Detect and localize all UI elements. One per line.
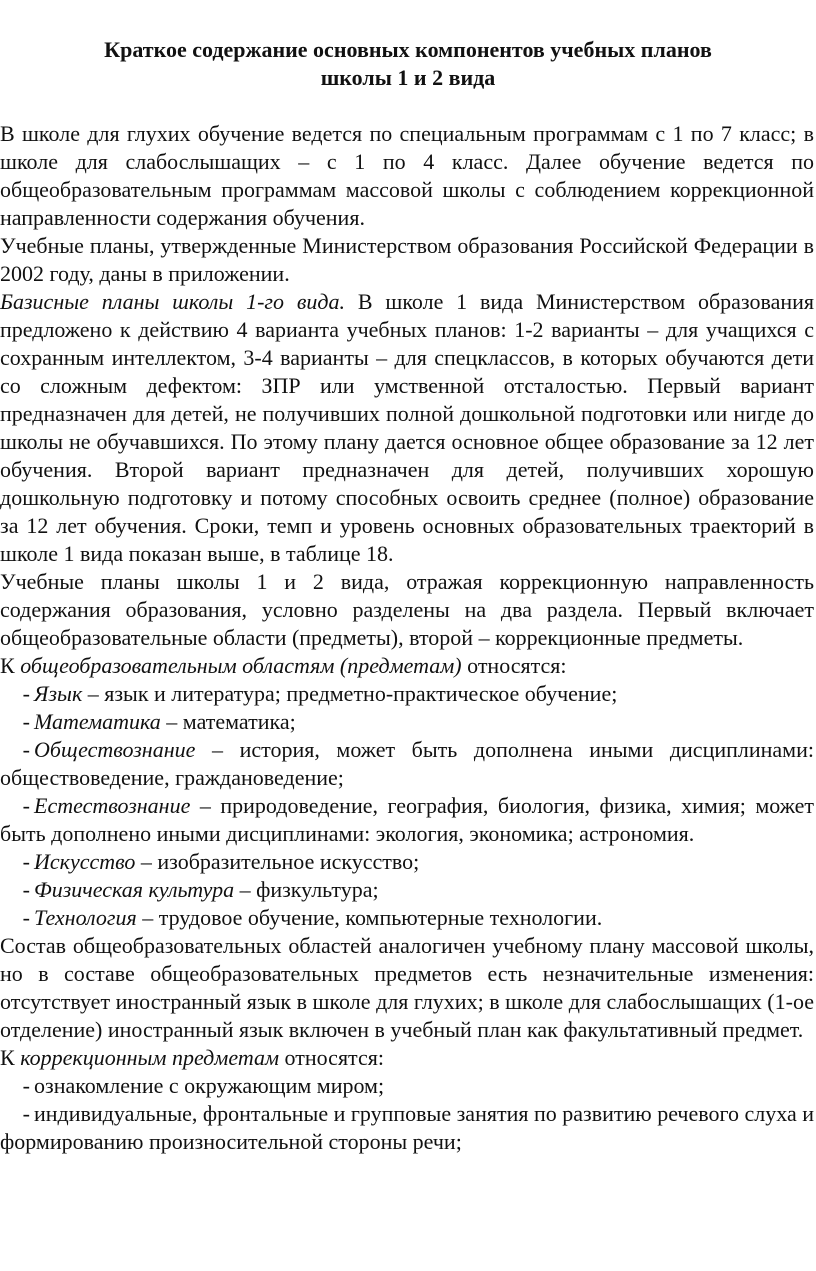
title-line-2: школы 1 и 2 вида xyxy=(320,65,496,90)
list-item-text: – изобразительное искусство; xyxy=(135,849,420,874)
correction-term: коррекционным предметам xyxy=(20,1045,280,1070)
basic-plans-heading: Базисные планы школы 1-го вида. xyxy=(0,289,346,314)
list-dash: - xyxy=(22,1073,30,1098)
list-dash: - xyxy=(22,905,30,930)
correction-suffix: относятся: xyxy=(279,1045,384,1070)
list-item xyxy=(0,876,816,904)
list-item-text: – трудовое обучение, компьютерные технологии. xyxy=(136,905,603,930)
document-title xyxy=(0,36,816,92)
list-item-term: Физическая культура xyxy=(34,877,235,902)
list-item xyxy=(0,736,816,792)
list-item-term: Естествознание xyxy=(34,793,191,818)
list-item xyxy=(0,680,816,708)
list-dash: - xyxy=(22,709,30,734)
list-dash: - xyxy=(22,681,30,706)
correction-prefix: К xyxy=(0,1045,21,1070)
list-item-text: – природоведение, география, биология, физика, химия; может быть дополнено иными дисциплинами: экология, экономика; астрономия. xyxy=(0,793,814,846)
paragraph-plans: Учебные планы, утвержденные Министерством образования Российской Федерации в 2002 году, даны в приложении. xyxy=(0,233,814,286)
list-item xyxy=(0,1072,816,1100)
general-areas-suffix: относятся: xyxy=(461,653,567,678)
paragraph-intro: В школе для глухих обучение ведется по специальным программам с 1 по 7 класс; в школе для слабослышащих – с 1 по 4 класс. Далее обучение ведется по общеобразовательным программам массовой школы с соблюдением коррекционной направленности содержания обучения. xyxy=(0,121,814,230)
list-item xyxy=(0,904,816,932)
paragraph-sections: Учебные планы школы 1 и 2 вида, отражая коррекционную направленность содержания образования, условно разделены на два раздела. Первый включает общеобразовательные области (предметы), второй – коррекционные предметы. xyxy=(0,569,814,650)
paragraph-correction-intro xyxy=(0,1044,816,1072)
list-dash: - xyxy=(22,1101,30,1126)
paragraph-general-areas-intro xyxy=(0,652,816,680)
list-item-text: – язык и литература; предметно-практическое обучение; xyxy=(82,681,618,706)
basic-plans-text: В школе 1 вида Министерством образования предложено к действию 4 варианта учебных планов: 1-2 варианты – для учащихся с сохранным интеллектом, 3-4 варианты – для спецклассов, в которых обучаются дети со сложным дефектом: ЗПР или умственной отсталостью. Первый вариант предназначен для детей, не получивших полной дошкольной подготовки или нигде до школы не обучавшихся. По этому плану дается основное общее образование за 12 лет обучения. Второй вариант предназначен для детей, получивших хорошую дошкольную подготовку и потому способных освоить среднее (полное) образование за 12 лет обучения. Сроки, темп и уровень основных образовательных траекторий в школе 1 вида показан выше, в таблице 18. xyxy=(0,289,815,566)
list-item-term: Математика xyxy=(34,709,161,734)
list-dash: - xyxy=(22,877,30,902)
list-item-text: – физкультура; xyxy=(234,877,379,902)
general-areas-list xyxy=(0,680,816,932)
list-item xyxy=(0,848,816,876)
correction-list xyxy=(0,1072,816,1156)
general-areas-prefix: К xyxy=(0,653,21,678)
general-areas-term: общеобразовательным областям (предметам) xyxy=(20,653,462,678)
list-dash: - xyxy=(22,737,30,762)
list-item-term: Технология xyxy=(34,905,137,930)
list-item-text: – математика; xyxy=(160,709,296,734)
list-item-text: – история, может быть дополнена иными дисциплинами: обществоведение, граждановедение; xyxy=(0,737,814,790)
list-item-term: Язык xyxy=(34,681,83,706)
list-item-text: ознакомление с окружающим миром; xyxy=(34,1073,385,1098)
list-item-term: Обществознание xyxy=(34,737,196,762)
list-item-term: Искусство xyxy=(34,849,136,874)
list-item xyxy=(0,792,816,848)
list-item-text: индивидуальные, фронтальные и групповые занятия по развитию речевого слуха и формированию произносительной стороны речи; xyxy=(0,1101,814,1154)
list-item xyxy=(0,1100,816,1156)
paragraph-composition: Состав общеобразовательных областей аналогичен учебному плану массовой школы, но в составе общеобразовательных предметов есть незначительные изменения: отсутствует иностранный язык в школе для глухих; в школе для слабослышащих (1-ое отделение) иностранный язык включен в учебный план как факультативный предмет. xyxy=(0,933,814,1042)
list-dash: - xyxy=(22,793,30,818)
title-line-1: Краткое содержание основных компонентов учебных планов xyxy=(104,37,712,62)
list-item xyxy=(0,708,816,736)
paragraph-basic-plans xyxy=(0,288,816,568)
list-dash: - xyxy=(22,849,30,874)
